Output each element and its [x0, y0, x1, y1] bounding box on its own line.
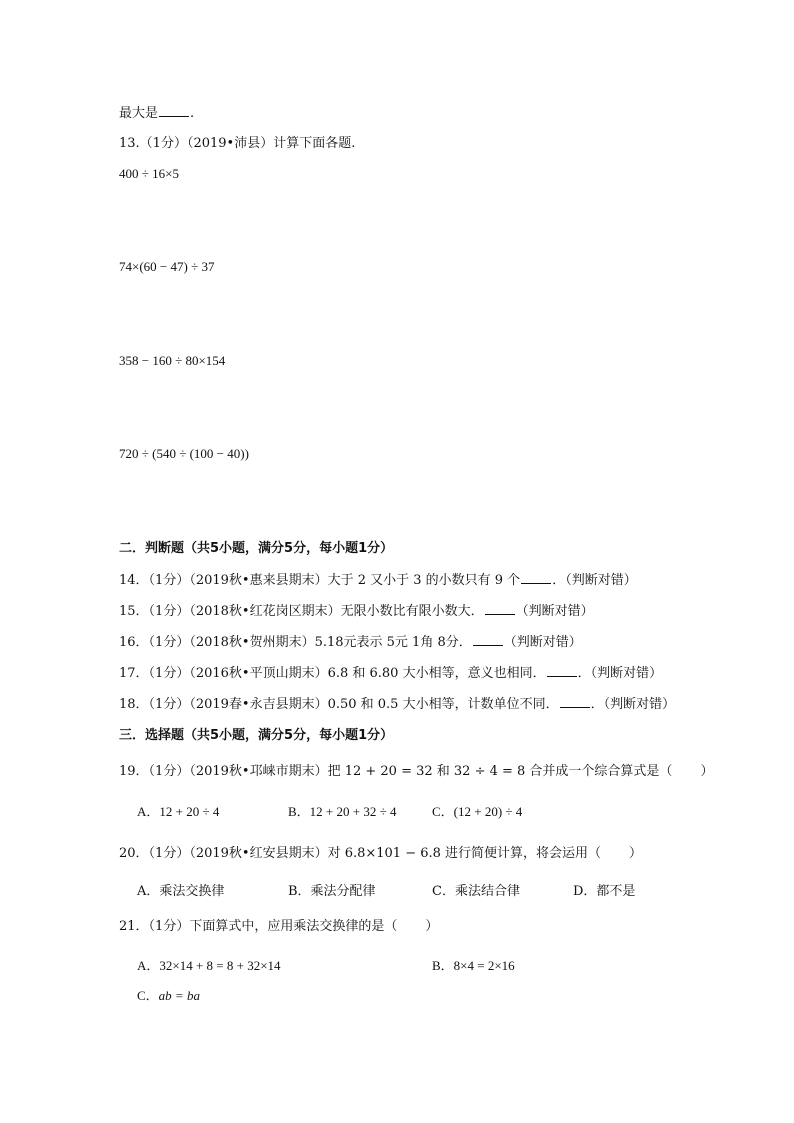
top-fragment-suffix: .: [190, 106, 195, 121]
question-18-text: 18．（1分）（2019春•永吉县期末）0.50 和 0.5 大小相等，计数单位不同．: [119, 697, 559, 712]
question-20-stem: [119, 845, 642, 863]
question-18: [119, 695, 675, 714]
question-17: [119, 664, 662, 683]
question-20-option-c: C．乘法结合律: [432, 884, 520, 899]
top-fragment: [119, 104, 194, 123]
question-13-expression-3: 358 − 160 ÷ 80×154: [119, 353, 226, 368]
answer-blank: [521, 571, 551, 584]
question-15-text: 15．（1分）（2018秋•红花岗区期末）无限小数比有限小数大．: [119, 604, 484, 619]
question-19-text: 19．（1分）（2019秋•邛崃市期末）把 12 + 20 = 32 和 32 ÷ 4 = 8 合并成一个综合算式是（: [119, 764, 673, 779]
question-19-option-a: A．12 + 20 ÷ 4: [137, 804, 220, 819]
question-19-close: ）: [700, 764, 714, 779]
question-14: [119, 571, 637, 590]
question-15-suffix: （判断对错）: [515, 604, 594, 619]
question-21-option-c: [137, 987, 200, 1005]
question-21-option-a: A．32×14 + 8 = 8 + 32×14: [137, 958, 281, 973]
question-21-close: ）: [425, 919, 439, 934]
question-20-option-a: A．乘法交换律: [137, 884, 225, 899]
question-21-text: 21．（1分）下面算式中，应用乘法交换律的是（: [119, 919, 398, 934]
question-20-close: ）: [629, 846, 643, 861]
question-13-expression-2: 74×(60 − 47) ÷ 37: [119, 259, 215, 274]
question-17-text: 17．（1分）（2016秋•平顶山期末）6.8 和 6.80 大小相等，意义也相同．: [119, 666, 546, 681]
question-20-option-d: D．都不是: [573, 884, 636, 899]
answer-blank: [473, 633, 503, 646]
question-21-stem: [119, 918, 438, 936]
answer-blank: [560, 695, 590, 708]
question-13-expression-1: 400 ÷ 16×5: [119, 166, 179, 181]
answer-blank: [547, 664, 577, 677]
question-19-option-c: C．(12 + 20) ÷ 4: [432, 804, 523, 819]
question-18-suffix: ．（判断对错）: [590, 697, 676, 712]
top-fragment-text: 最大是: [119, 106, 159, 121]
question-20-option-b: B．乘法分配律: [288, 884, 376, 899]
question-21-option-b: B．8×4 = 2×16: [432, 958, 515, 973]
question-21-option-c-expr: ab = ba: [158, 988, 200, 1003]
question-13-expression-4: 720 ÷ (540 ÷ (100 − 40)): [119, 446, 249, 461]
question-19-option-b: B．12 + 20 + 32 ÷ 4: [288, 804, 397, 819]
question-16: [119, 633, 582, 652]
section-2-title: 二．判断题（共5小题，满分5分，每小题1分）: [119, 541, 394, 556]
question-16-suffix: （判断对错）: [503, 635, 582, 650]
question-17-suffix: ．（判断对错）: [577, 666, 663, 681]
question-21-option-c-label: C．: [137, 988, 159, 1003]
section-3-title: 三．选择题（共5小题，满分5分，每小题1分）: [119, 728, 394, 743]
question-15: [119, 602, 594, 621]
question-16-text: 16．（1分）（2018秋•贺州期末）5.18元表示 5元 1角 8分．: [119, 635, 472, 650]
question-19-stem: [119, 763, 713, 781]
answer-blank: [485, 602, 515, 615]
question-14-suffix: ．（判断对错）: [552, 573, 637, 588]
question-14-text: 14．（1分）（2019秋•惠来县期末）大于 2 又小于 3 的小数只有 9 个: [119, 573, 521, 588]
question-13-header: 13.（1分）（2019•沛县）计算下面各题.: [119, 136, 356, 151]
answer-blank: [159, 104, 189, 117]
question-20-text: 20．（1分）（2019秋•红安县期末）对 6.8×101 − 6.8 进行简便计算，将会运用（: [119, 846, 602, 861]
